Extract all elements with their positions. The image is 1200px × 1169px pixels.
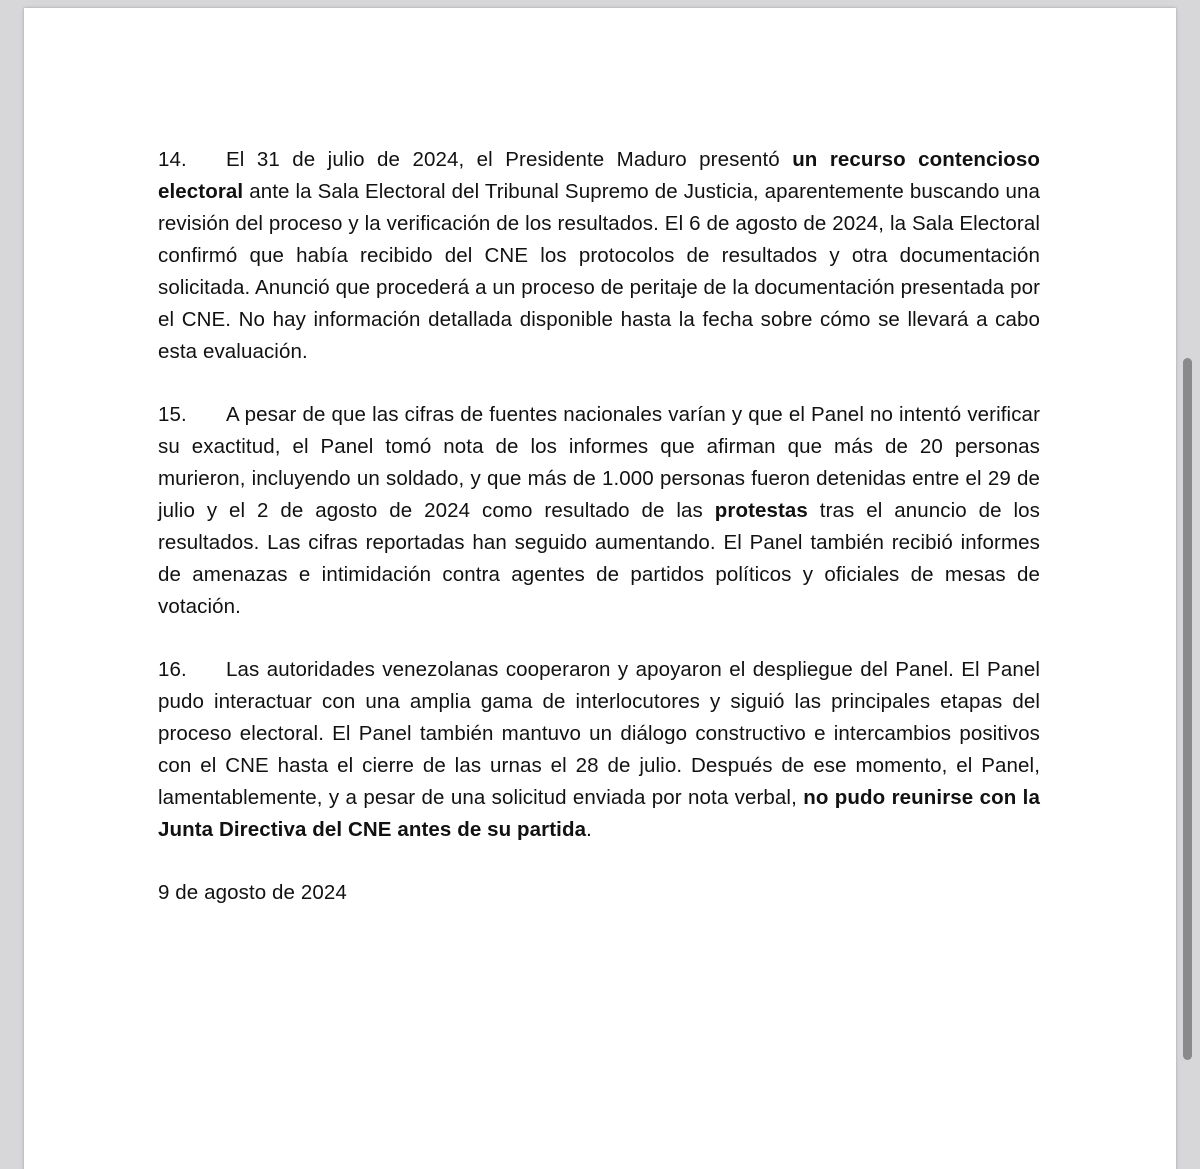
- paragraph-text: El 31 de julio de 2024, el Presidente Maduro presentó: [226, 148, 793, 171]
- document-page: [24, 8, 1176, 1169]
- paragraph-text: A pesar de que las cifras de fuentes nacionales varían y que el Panel no intentó verificar su exactitud, el Panel tomó nota de los informes que afirman que más de 20 personas murieron, incluyendo un soldado, y que más de 1.000 personas fueron detenidas entre el 29 de julio y el 2 de agosto de 2024 como resultado de las: [158, 403, 1040, 522]
- paragraph-16: [158, 654, 1040, 846]
- paragraph-15: [158, 399, 1040, 623]
- paragraph-14: [158, 144, 1040, 368]
- paragraph-bold-text: protestas: [714, 499, 808, 522]
- paragraph-number: 15.: [158, 403, 187, 426]
- paragraph-text: ante la Sala Electoral del Tribunal Supremo de Justicia, aparentemente buscando una revisión del proceso y la verificación de los resultados. El 6 de agosto de 2024, la Sala Electoral confirmó que había recibido del CNE los protocolos de resultados y otra documentación solicitada. Anunció que procederá a un proceso de peritaje de la documentación presentada por el CNE. No hay información detallada disponible hasta la fecha sobre cómo se llevará a cabo esta evaluación.: [158, 180, 1040, 363]
- paragraph-number: 16.: [158, 658, 187, 681]
- paragraph-text: tras el anuncio de los resultados. Las cifras reportadas han seguido aumentando. El Panel también recibió informes de amenazas e intimidación contra agentes de partidos políticos y oficiales de mesas de votación.: [158, 499, 1040, 618]
- paragraph-bold-text: un recurso contencioso electoral: [158, 148, 1040, 203]
- paragraph-text: .: [586, 818, 592, 841]
- paragraph-number: 14.: [158, 148, 187, 171]
- document-body: [158, 144, 1040, 909]
- vertical-scrollbar[interactable]: [1183, 358, 1192, 1060]
- paragraph-text: Las autoridades venezolanas cooperaron y apoyaron el despliegue del Panel. El Panel pudo interactuar con una amplia gama de interlocutores y siguió las principales etapas del proceso electoral. El Panel también mantuvo un diálogo constructivo e intercambios positivos con el CNE hasta el cierre de las urnas el 28 de julio. Después de ese momento, el Panel, lamentablemente, y a pesar de una solicitud enviada por nota verbal,: [158, 658, 1040, 809]
- document-date: 9 de agosto de 2024: [158, 881, 347, 904]
- paragraph-bold-text: no pudo reunirse con la Junta Directiva del CNE antes de su partida: [158, 786, 1040, 841]
